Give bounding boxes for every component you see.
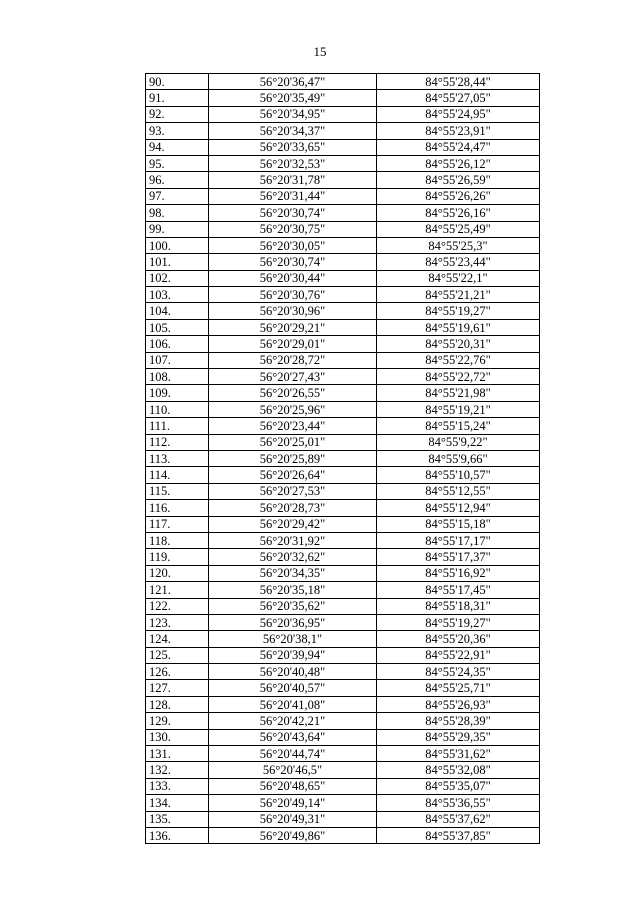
longitude-cell: 84°55'29,35" [377, 729, 540, 745]
table-row [146, 795, 540, 811]
point-number-cell: 93. [146, 123, 209, 139]
latitude-cell: 56°20'25,89" [209, 450, 377, 466]
table-row [146, 483, 540, 499]
latitude-cell: 56°20'28,73" [209, 500, 377, 516]
table-row [146, 532, 540, 548]
longitude-cell: 84°55'18,31" [377, 598, 540, 614]
longitude-cell: 84°55'25,49" [377, 221, 540, 237]
longitude-cell: 84°55'26,12" [377, 155, 540, 171]
table-row [146, 811, 540, 827]
latitude-cell: 56°20'43,64" [209, 729, 377, 745]
coordinates-table [145, 73, 540, 844]
point-number-cell: 105. [146, 319, 209, 335]
latitude-cell: 56°20'49,86" [209, 827, 377, 843]
point-number-cell: 100. [146, 237, 209, 253]
latitude-cell: 56°20'41,08" [209, 696, 377, 712]
longitude-cell: 84°55'23,44" [377, 254, 540, 270]
longitude-cell: 84°55'24,95" [377, 106, 540, 122]
longitude-cell: 84°55'24,47" [377, 139, 540, 155]
longitude-cell: 84°55'26,16" [377, 205, 540, 221]
longitude-cell: 84°55'22,72" [377, 369, 540, 385]
latitude-cell: 56°20'49,31" [209, 811, 377, 827]
latitude-cell: 56°20'35,18" [209, 582, 377, 598]
table-row [146, 401, 540, 417]
table-row [146, 746, 540, 762]
table-row [146, 614, 540, 630]
latitude-cell: 56°20'30,74" [209, 205, 377, 221]
point-number-cell: 99. [146, 221, 209, 237]
point-number-cell: 125. [146, 647, 209, 663]
point-number-cell: 103. [146, 287, 209, 303]
latitude-cell: 56°20'39,94" [209, 647, 377, 663]
longitude-cell: 84°55'15,24" [377, 418, 540, 434]
latitude-cell: 56°20'30,44" [209, 270, 377, 286]
longitude-cell: 84°55'22,91" [377, 647, 540, 663]
page-number: 15 [313, 44, 327, 59]
latitude-cell: 56°20'28,72" [209, 352, 377, 368]
table-row [146, 827, 540, 843]
longitude-cell: 84°55'32,08" [377, 762, 540, 778]
point-number-cell: 129. [146, 713, 209, 729]
longitude-cell: 84°55'37,85" [377, 827, 540, 843]
latitude-cell: 56°20'32,53" [209, 155, 377, 171]
table-row [146, 467, 540, 483]
point-number-cell: 98. [146, 205, 209, 221]
point-number-cell: 126. [146, 664, 209, 680]
latitude-cell: 56°20'32,62" [209, 549, 377, 565]
latitude-cell: 56°20'35,49" [209, 90, 377, 106]
point-number-cell: 90. [146, 74, 209, 90]
longitude-cell: 84°55'25,3" [377, 237, 540, 253]
longitude-cell: 84°55'27,05" [377, 90, 540, 106]
longitude-cell: 84°55'17,17" [377, 532, 540, 548]
point-number-cell: 111. [146, 418, 209, 434]
point-number-cell: 124. [146, 631, 209, 647]
table-row [146, 106, 540, 122]
latitude-cell: 56°20'36,47" [209, 74, 377, 90]
latitude-cell: 56°20'48,65" [209, 778, 377, 794]
point-number-cell: 91. [146, 90, 209, 106]
table-row [146, 664, 540, 680]
table-row [146, 778, 540, 794]
longitude-cell: 84°55'20,31" [377, 336, 540, 352]
point-number-cell: 112. [146, 434, 209, 450]
point-number-cell: 132. [146, 762, 209, 778]
latitude-cell: 56°20'30,74" [209, 254, 377, 270]
latitude-cell: 56°20'30,75" [209, 221, 377, 237]
point-number-cell: 119. [146, 549, 209, 565]
longitude-cell: 84°55'17,37" [377, 549, 540, 565]
table-row [146, 729, 540, 745]
table-row [146, 631, 540, 647]
table-row [146, 418, 540, 434]
longitude-cell: 84°55'37,62" [377, 811, 540, 827]
point-number-cell: 107. [146, 352, 209, 368]
table-row [146, 647, 540, 663]
point-number-cell: 120. [146, 565, 209, 581]
point-number-cell: 128. [146, 696, 209, 712]
table-row [146, 205, 540, 221]
point-number-cell: 114. [146, 467, 209, 483]
table-row [146, 598, 540, 614]
longitude-cell: 84°55'26,26" [377, 188, 540, 204]
table-row [146, 516, 540, 532]
table-row [146, 450, 540, 466]
table-row [146, 319, 540, 335]
latitude-cell: 56°20'34,37" [209, 123, 377, 139]
latitude-cell: 56°20'40,48" [209, 664, 377, 680]
latitude-cell: 56°20'25,96" [209, 401, 377, 417]
latitude-cell: 56°20'29,21" [209, 319, 377, 335]
point-number-cell: 106. [146, 336, 209, 352]
longitude-cell: 84°55'10,57" [377, 467, 540, 483]
longitude-cell: 84°55'15,18" [377, 516, 540, 532]
latitude-cell: 56°20'26,64" [209, 467, 377, 483]
longitude-cell: 84°55'23,91" [377, 123, 540, 139]
table-row [146, 74, 540, 90]
longitude-cell: 84°55'21,21" [377, 287, 540, 303]
table-row [146, 90, 540, 106]
table-row [146, 500, 540, 516]
latitude-cell: 56°20'29,01" [209, 336, 377, 352]
longitude-cell: 84°55'9,22" [377, 434, 540, 450]
latitude-cell: 56°20'34,95" [209, 106, 377, 122]
table-row [146, 696, 540, 712]
table-row [146, 680, 540, 696]
latitude-cell: 56°20'38,1" [209, 631, 377, 647]
longitude-cell: 84°55'9,66" [377, 450, 540, 466]
point-number-cell: 109. [146, 385, 209, 401]
point-number-cell: 127. [146, 680, 209, 696]
table-row [146, 237, 540, 253]
table-row [146, 123, 540, 139]
point-number-cell: 92. [146, 106, 209, 122]
latitude-cell: 56°20'36,95" [209, 614, 377, 630]
point-number-cell: 121. [146, 582, 209, 598]
point-number-cell: 97. [146, 188, 209, 204]
longitude-cell: 84°55'19,27" [377, 303, 540, 319]
table-row [146, 549, 540, 565]
latitude-cell: 56°20'34,35" [209, 565, 377, 581]
table-row [146, 565, 540, 581]
latitude-cell: 56°20'33,65" [209, 139, 377, 155]
table-row [146, 139, 540, 155]
table-row [146, 336, 540, 352]
table-row [146, 287, 540, 303]
point-number-cell: 118. [146, 532, 209, 548]
table-row [146, 369, 540, 385]
longitude-cell: 84°55'28,44" [377, 74, 540, 90]
coordinates-table-body [146, 74, 540, 844]
table-row [146, 762, 540, 778]
point-number-cell: 122. [146, 598, 209, 614]
longitude-cell: 84°55'36,55" [377, 795, 540, 811]
point-number-cell: 94. [146, 139, 209, 155]
longitude-cell: 84°55'28,39" [377, 713, 540, 729]
table-row [146, 303, 540, 319]
point-number-cell: 102. [146, 270, 209, 286]
table-row [146, 172, 540, 188]
point-number-cell: 130. [146, 729, 209, 745]
point-number-cell: 131. [146, 746, 209, 762]
latitude-cell: 56°20'23,44" [209, 418, 377, 434]
point-number-cell: 115. [146, 483, 209, 499]
table-row [146, 270, 540, 286]
table-row [146, 254, 540, 270]
table-row [146, 188, 540, 204]
latitude-cell: 56°20'30,05" [209, 237, 377, 253]
latitude-cell: 56°20'26,55" [209, 385, 377, 401]
longitude-cell: 84°55'12,55" [377, 483, 540, 499]
table-row [146, 221, 540, 237]
longitude-cell: 84°55'25,71" [377, 680, 540, 696]
point-number-cell: 123. [146, 614, 209, 630]
longitude-cell: 84°55'16,92" [377, 565, 540, 581]
longitude-cell: 84°55'20,36" [377, 631, 540, 647]
latitude-cell: 56°20'46,5" [209, 762, 377, 778]
longitude-cell: 84°55'17,45" [377, 582, 540, 598]
table-row [146, 155, 540, 171]
point-number-cell: 135. [146, 811, 209, 827]
latitude-cell: 56°20'30,76" [209, 287, 377, 303]
longitude-cell: 84°55'21,98" [377, 385, 540, 401]
latitude-cell: 56°20'27,53" [209, 483, 377, 499]
table-row [146, 352, 540, 368]
table-row [146, 385, 540, 401]
point-number-cell: 104. [146, 303, 209, 319]
table-row [146, 582, 540, 598]
point-number-cell: 101. [146, 254, 209, 270]
latitude-cell: 56°20'30,96" [209, 303, 377, 319]
longitude-cell: 84°55'26,93" [377, 696, 540, 712]
latitude-cell: 56°20'31,44" [209, 188, 377, 204]
point-number-cell: 133. [146, 778, 209, 794]
longitude-cell: 84°55'19,21" [377, 401, 540, 417]
point-number-cell: 95. [146, 155, 209, 171]
longitude-cell: 84°55'24,35" [377, 664, 540, 680]
longitude-cell: 84°55'31,62" [377, 746, 540, 762]
longitude-cell: 84°55'26,59" [377, 172, 540, 188]
longitude-cell: 84°55'19,61" [377, 319, 540, 335]
latitude-cell: 56°20'31,92" [209, 532, 377, 548]
longitude-cell: 84°55'19,27" [377, 614, 540, 630]
longitude-cell: 84°55'12,94" [377, 500, 540, 516]
latitude-cell: 56°20'27,43" [209, 369, 377, 385]
latitude-cell: 56°20'25,01" [209, 434, 377, 450]
latitude-cell: 56°20'31,78" [209, 172, 377, 188]
point-number-cell: 136. [146, 827, 209, 843]
latitude-cell: 56°20'35,62" [209, 598, 377, 614]
point-number-cell: 108. [146, 369, 209, 385]
latitude-cell: 56°20'42,21" [209, 713, 377, 729]
point-number-cell: 113. [146, 450, 209, 466]
latitude-cell: 56°20'40,57" [209, 680, 377, 696]
longitude-cell: 84°55'22,1" [377, 270, 540, 286]
longitude-cell: 84°55'35,07" [377, 778, 540, 794]
latitude-cell: 56°20'49,14" [209, 795, 377, 811]
table-row [146, 713, 540, 729]
point-number-cell: 134. [146, 795, 209, 811]
point-number-cell: 117. [146, 516, 209, 532]
latitude-cell: 56°20'29,42" [209, 516, 377, 532]
latitude-cell: 56°20'44,74" [209, 746, 377, 762]
table-row [146, 434, 540, 450]
point-number-cell: 110. [146, 401, 209, 417]
point-number-cell: 96. [146, 172, 209, 188]
longitude-cell: 84°55'22,76" [377, 352, 540, 368]
point-number-cell: 116. [146, 500, 209, 516]
